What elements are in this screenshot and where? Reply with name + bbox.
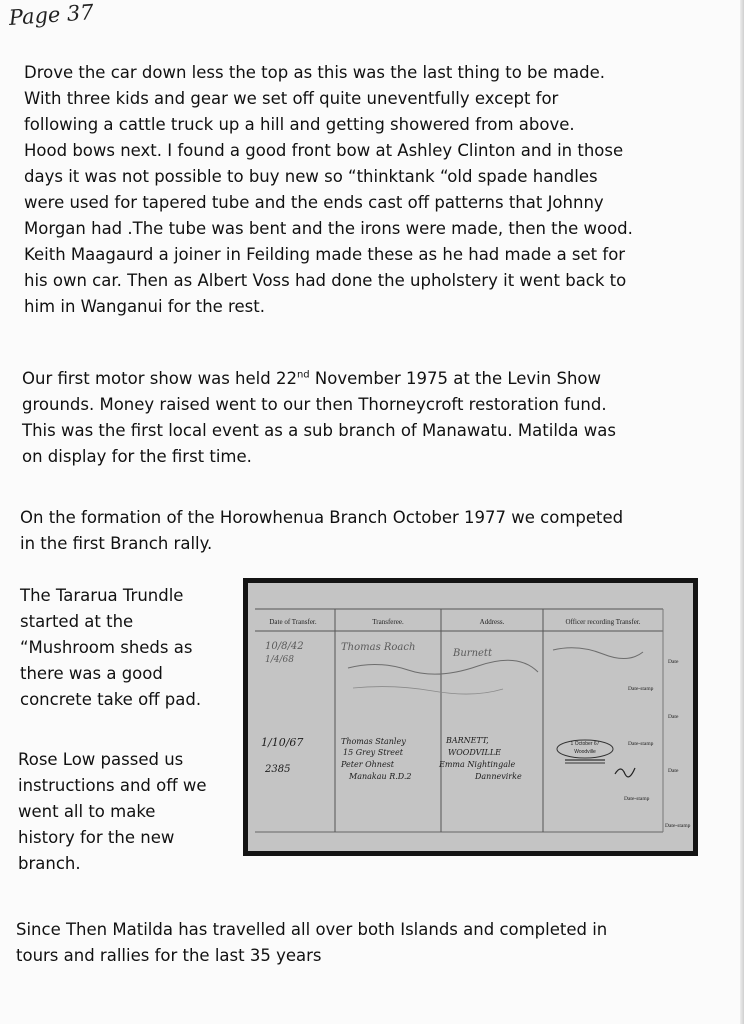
entry-2-locality: Manakau R.D.2	[349, 772, 412, 781]
transfer-register-image	[243, 578, 698, 856]
transfer-register-photo	[243, 578, 698, 856]
entry-2-number: 2385	[265, 764, 291, 775]
motor-show-text-rest: November 1975 at the Levin Show grounds. Money raised went to our then Thorneycroft restoration fund. This was the first local event as a sub branch of Manawatu. Matilda was on display for the first time.	[22, 369, 616, 466]
stamp-date: 1 October 67	[570, 741, 600, 747]
margin-label-date-stamp: Date-stamp	[665, 823, 691, 829]
entry-2-second-name: Peter Ohnest	[341, 760, 394, 769]
paragraph-car-restoration: Drove the car down less the top as this was the last thing to be made. With three kids and gear we set off quite uneventfully except for following a cattle truck up a hill and getting showered from above. Hood bows next. I found a good front bow at Ashley Clinton and in those days it was not possible to buy new so “thinktank “old spade handles were used for tapered tube and the ends cast off patterns that Johnny Morgan had .The tube was bent and the irons were made, then the wood. Keith Maagaurd a joiner in Feilding made these as he had made a set for his own car. Then as Albert Voss had done the upholstery it went back to him in Wanganui for the rest.	[24, 63, 633, 316]
page-number: Page 37	[8, 0, 95, 30]
entry-1-transferee: Thomas Roach	[341, 642, 416, 653]
entry-2-address-town: WOODVILLE	[448, 748, 502, 757]
entry-2-transferee-name: Thomas Stanley	[341, 737, 406, 746]
entry-2-address-surname: BARNETT,	[446, 736, 489, 745]
paragraph-first-motor-show	[22, 366, 722, 470]
entry-1-date-2: 1/4/68	[265, 655, 294, 665]
header-transferee: Transferee.	[372, 618, 404, 626]
entry-2-date: 1/10/67	[261, 736, 304, 749]
ordinal-superscript: nd	[296, 369, 310, 381]
margin-label-date-stamp: Date-stamp	[628, 741, 654, 747]
margin-label-date: Date	[668, 768, 679, 774]
margin-label-date-stamp: Date-stamp	[628, 686, 654, 692]
entry-1-date: 10/8/42	[265, 641, 304, 652]
entry-1-address: Burnett	[453, 648, 492, 659]
entry-2-address-town-2: Dannevirke	[475, 772, 522, 781]
margin-label-date: Date	[668, 714, 679, 720]
motor-show-text-start: Our first motor show was held 22	[22, 369, 297, 388]
entry-2-street: 15 Grey Street	[343, 748, 403, 757]
stamp-place: Woodville	[574, 749, 596, 755]
entry-2-address-second-name: Emma Nightingale	[439, 760, 516, 769]
paragraph-tararua-trundle: The Tararua Trundle started at the “Mushroom sheds as there was a good concrete take off pad.	[20, 586, 202, 709]
page-edge	[740, 0, 744, 1024]
header-date-of-transfer: Date of Transfer.	[269, 618, 317, 626]
header-officer-recording: Officer recording Transfer.	[565, 618, 641, 626]
paragraph-horowhenua-branch: On the formation of the Horowhenua Branch October 1977 we competed in the first Branch rally.	[20, 508, 624, 553]
paragraph-since-then: Since Then Matilda has travelled all over both Islands and completed in tours and rallies for the last 35 years	[16, 920, 608, 965]
margin-label-date-stamp: Date-stamp	[624, 796, 650, 802]
header-address: Address.	[479, 618, 505, 626]
margin-label-date: Date	[668, 659, 679, 665]
paragraph-rose-low: Rose Low passed us instructions and off we went all to make history for the new branch.	[18, 750, 207, 873]
